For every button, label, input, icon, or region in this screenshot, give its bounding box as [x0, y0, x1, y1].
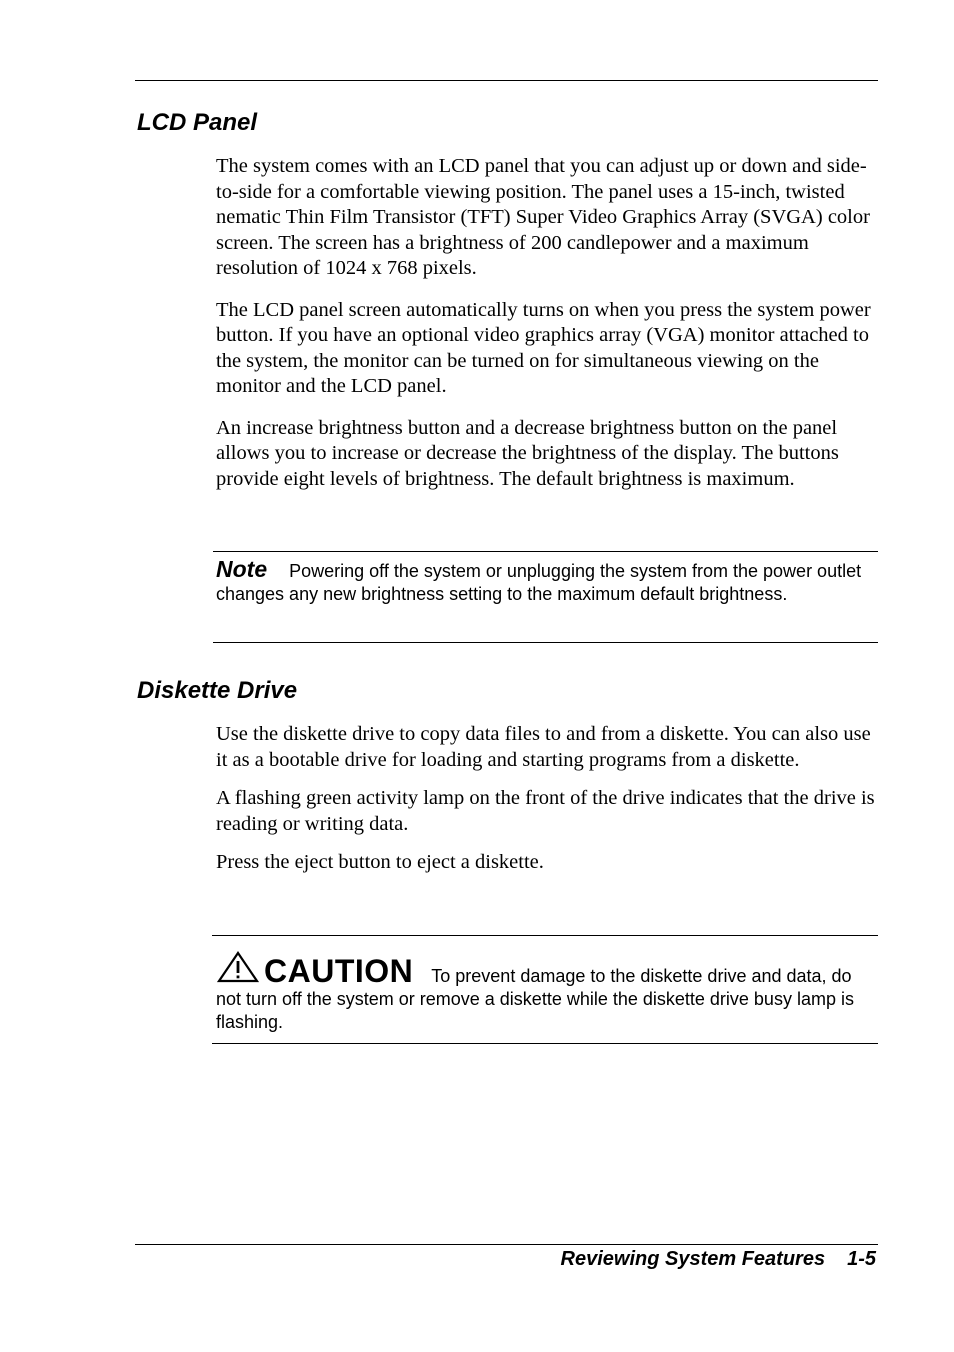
- caution-heading: [216, 950, 413, 988]
- caution-label: CAUTION: [264, 953, 414, 989]
- lcd-panel-paragraph: The system comes with an LCD panel that you can adjust up or down and side-to-side for a comfortable viewing position. The panel uses a 15-inch, twisted nematic Thin Film Transistor (TFT) Super Video Graphics Array (SVGA) color screen. The screen has a brightness of 200 candlepower and a maximum resolution of 1024 x 768 pixels.: [216, 155, 870, 279]
- lcd-panel-paragraph: An increase brightness button and a decrease brightness button on the panel allows you to increase or decrease the brightness of the display. The buttons provide eight levels of brightness. The default brightness is maximum.: [216, 416, 839, 490]
- diskette-drive-heading: Diskette Drive: [137, 677, 298, 704]
- lcd-panel-heading: LCD Panel: [137, 109, 258, 136]
- diskette-drive-paragraph: A flashing green activity lamp on the front of the drive indicates that the drive is reading or writing data.: [216, 787, 875, 835]
- page-footer: [561, 1246, 876, 1272]
- caution-text: To prevent damage to the diskette drive and data, do not turn off the system or remove a diskette while the diskette drive busy lamp is flashing.: [216, 966, 854, 1032]
- footer-page-number: 1-5: [847, 1248, 876, 1270]
- caution-top-rule: [212, 935, 878, 936]
- note-label: Note: [216, 556, 268, 582]
- note-text: Powering off the system or unplugging the system from the power outlet changes any new brightness setting to the maximum default brightness.: [216, 561, 862, 604]
- note-top-rule: [213, 551, 878, 552]
- caution-box: [216, 950, 878, 1034]
- lcd-panel-paragraph: The LCD panel screen automatically turns on when you press the system power button. If you have an optional video graphics array (VGA) monitor attached to the system, the monitor can be turned on for simultaneous viewing on the monitor and the LCD panel.: [216, 298, 871, 397]
- caution-bottom-rule: [212, 1043, 878, 1044]
- note-bottom-rule: [213, 642, 878, 643]
- warning-triangle-icon: [216, 950, 260, 984]
- diskette-drive-paragraph: Press the eject button to eject a diskette.: [216, 851, 544, 873]
- diskette-drive-paragraph: Use the diskette drive to copy data files to and from a diskette. You can also use it as a bootable drive for loading and starting programs from a diskette.: [216, 723, 871, 771]
- footer-rule: [135, 1244, 878, 1245]
- footer-chapter-title: Reviewing System Features: [560, 1248, 826, 1270]
- diskette-drive-body: [216, 722, 878, 889]
- lcd-panel-body: [216, 154, 878, 508]
- header-rule: [135, 80, 878, 81]
- note-box: [216, 558, 878, 606]
